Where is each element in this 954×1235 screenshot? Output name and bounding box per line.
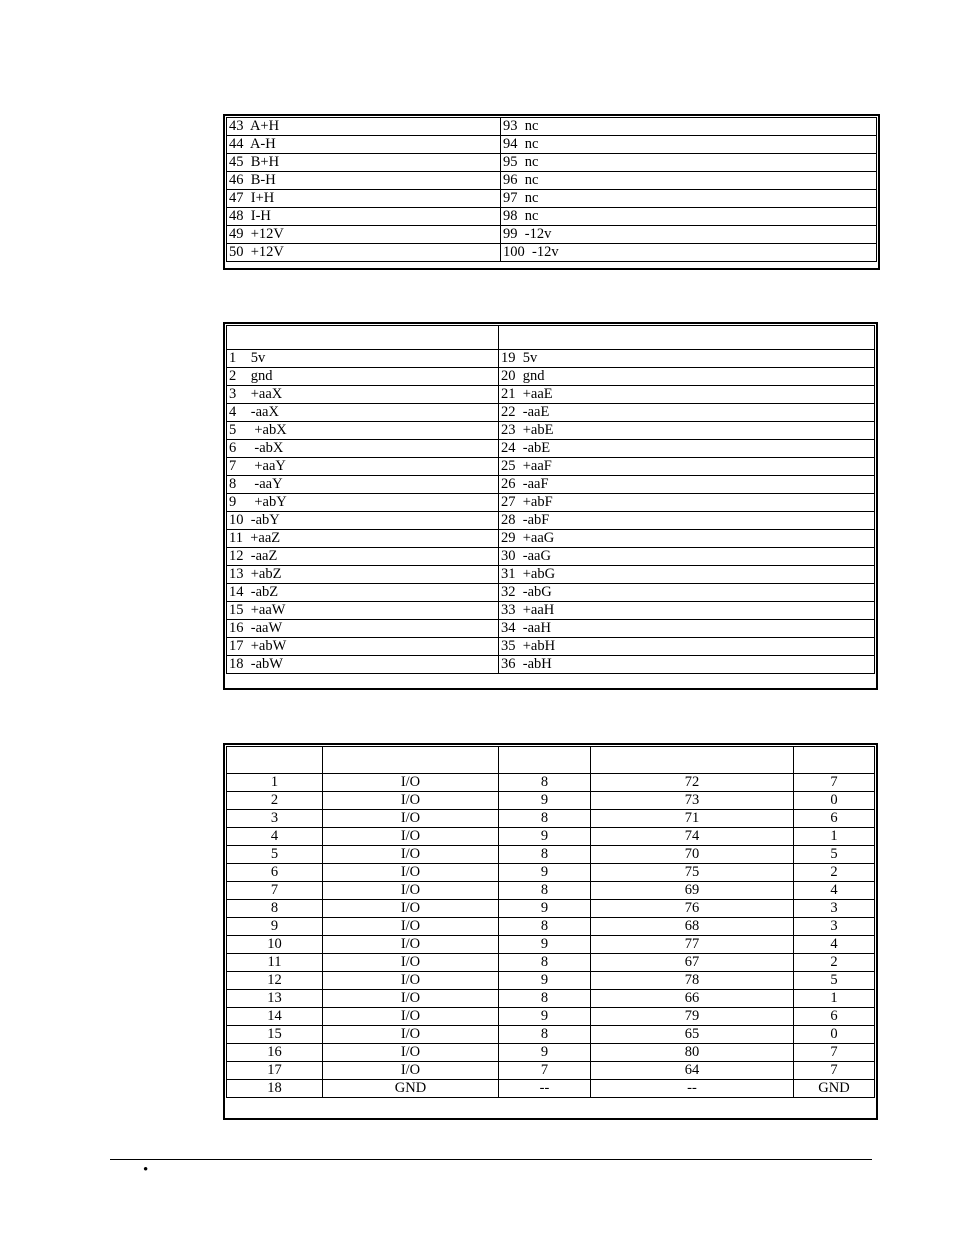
table-cell: 8: [499, 918, 591, 936]
table-cell: 1 5v: [227, 350, 499, 368]
table-cell: 4: [794, 882, 875, 900]
table-cell: 10: [227, 936, 323, 954]
table-row: [227, 990, 875, 1008]
table-cell: 65: [591, 1026, 794, 1044]
table-cell: 5: [227, 846, 323, 864]
table-cell: 64: [591, 1062, 794, 1080]
table-cell: 72: [591, 774, 794, 792]
table-row: [227, 954, 875, 972]
table-row: [227, 422, 875, 440]
table-cell: 7: [794, 774, 875, 792]
table-cell: 23 +abE: [499, 422, 875, 440]
table-cell: I/O: [323, 864, 499, 882]
table-cell: 30 -aaG: [499, 548, 875, 566]
table-cell: 0: [794, 792, 875, 810]
table-cell: 22 -aaE: [499, 404, 875, 422]
table-row: [227, 882, 875, 900]
table-cell: 45 B+H: [227, 154, 501, 172]
table-row: [227, 494, 875, 512]
table-cell: 47 I+H: [227, 190, 501, 208]
table-cell: 67: [591, 954, 794, 972]
table-row: [227, 602, 875, 620]
table-row: [227, 368, 875, 386]
table-cell: 18: [227, 1080, 323, 1098]
pinout-table-continued: [223, 114, 880, 270]
table-cell: 74: [591, 828, 794, 846]
table-row: [227, 936, 875, 954]
table-cell: 12: [227, 972, 323, 990]
table-cell: 8: [499, 954, 591, 972]
table-cell: 8: [499, 1026, 591, 1044]
table-cell: 7: [794, 1062, 875, 1080]
table-cell: 5 +abX: [227, 422, 499, 440]
table-cell: 68: [591, 918, 794, 936]
table-cell: 11: [227, 954, 323, 972]
table-row: [227, 620, 875, 638]
table-cell: 9: [499, 900, 591, 918]
table-cell: 5: [794, 972, 875, 990]
table-cell: 46 B-H: [227, 172, 501, 190]
table-cell: GND: [323, 1080, 499, 1098]
table-cell: 14: [227, 1008, 323, 1026]
table-cell: I/O: [323, 990, 499, 1008]
table-row: [227, 656, 875, 674]
table-cell: 94 nc: [501, 136, 877, 154]
table-row: [227, 136, 877, 154]
table-row: [227, 1044, 875, 1062]
table-cell: 17: [227, 1062, 323, 1080]
table-row: [227, 476, 875, 494]
table-cell: 6: [794, 1008, 875, 1026]
table-cell: I/O: [323, 828, 499, 846]
table-cell: 95 nc: [501, 154, 877, 172]
table-row: [227, 864, 875, 882]
table-row: [227, 810, 875, 828]
table-cell: 12 -aaZ: [227, 548, 499, 566]
table-cell: 7: [794, 1044, 875, 1062]
table-cell: 20 gnd: [499, 368, 875, 386]
table-cell: 77: [591, 936, 794, 954]
table-cell: I/O: [323, 846, 499, 864]
table-cell: 79: [591, 1008, 794, 1026]
table-cell: 3: [227, 810, 323, 828]
table-cell: 8: [499, 774, 591, 792]
table-cell: 9: [499, 864, 591, 882]
table-cell: 5: [794, 846, 875, 864]
table-cell: 1: [227, 774, 323, 792]
table-cell: 8: [499, 846, 591, 864]
table-cell: 9 +abY: [227, 494, 499, 512]
table-cell: I/O: [323, 1008, 499, 1026]
table-cell: 93 nc: [501, 118, 877, 136]
table-row: [227, 846, 875, 864]
table-cell: 14 -abZ: [227, 584, 499, 602]
table-cell: 34 -aaH: [499, 620, 875, 638]
table-cell: I/O: [323, 1062, 499, 1080]
table-cell: 4: [227, 828, 323, 846]
table-cell: I/O: [323, 954, 499, 972]
table-row: [227, 404, 875, 422]
table-row: [227, 900, 875, 918]
footer-bullet: •: [143, 1162, 149, 1178]
table-cell: 2: [794, 954, 875, 972]
table-cell: 97 nc: [501, 190, 877, 208]
pinout-table-1: [226, 117, 877, 262]
table-cell: 24 -abE: [499, 440, 875, 458]
table-cell: 49 +12V: [227, 226, 501, 244]
table-row: [227, 1008, 875, 1026]
table-cell: 25 +aaF: [499, 458, 875, 476]
table-cell: 9: [499, 828, 591, 846]
table-cell: 32 -abG: [499, 584, 875, 602]
table-row: [227, 972, 875, 990]
table-cell: 8: [499, 810, 591, 828]
table-header-cell: [499, 326, 875, 350]
table-row: [227, 1026, 875, 1044]
table-row: [227, 226, 877, 244]
table-cell: --: [591, 1080, 794, 1098]
table-cell: 9: [227, 918, 323, 936]
table-row: [227, 458, 875, 476]
table-cell: 16 -aaW: [227, 620, 499, 638]
table-row: [227, 1062, 875, 1080]
table-cell: 66: [591, 990, 794, 1008]
table-row: [227, 918, 875, 936]
table-header-cell: [499, 747, 591, 774]
table-cell: GND: [794, 1080, 875, 1098]
table-cell: 28 -abF: [499, 512, 875, 530]
table-cell: 8: [227, 900, 323, 918]
table-cell: 9: [499, 936, 591, 954]
table-cell: 2: [227, 792, 323, 810]
table-cell: 2: [794, 864, 875, 882]
table-header-cell: [323, 747, 499, 774]
table-cell: 71: [591, 810, 794, 828]
table-cell: 36 -abH: [499, 656, 875, 674]
table-cell: 10 -abY: [227, 512, 499, 530]
table-cell: 7 +aaY: [227, 458, 499, 476]
table-row: [227, 512, 875, 530]
table-cell: 7: [499, 1062, 591, 1080]
table-cell: 44 A-H: [227, 136, 501, 154]
table-row: [227, 1080, 875, 1098]
table-cell: 3 +aaX: [227, 386, 499, 404]
table-cell: 9: [499, 792, 591, 810]
table-cell: 29 +aaG: [499, 530, 875, 548]
table-cell: 78: [591, 972, 794, 990]
table-cell: 8: [499, 990, 591, 1008]
table-cell: 1: [794, 828, 875, 846]
table-row: [227, 118, 877, 136]
table-row: [227, 440, 875, 458]
table-header-cell: [227, 326, 499, 350]
table-cell: 7: [227, 882, 323, 900]
table-cell: 99 -12v: [501, 226, 877, 244]
table-cell: 8: [499, 882, 591, 900]
table-cell: 33 +aaH: [499, 602, 875, 620]
table-row: [227, 548, 875, 566]
table-cell: 75: [591, 864, 794, 882]
table-cell: 2 gnd: [227, 368, 499, 386]
table-row: [227, 530, 875, 548]
table-row: [227, 566, 875, 584]
table-cell: 27 +abF: [499, 494, 875, 512]
table-cell: 43 A+H: [227, 118, 501, 136]
table-cell: 19 5v: [499, 350, 875, 368]
table-row: [227, 638, 875, 656]
table-cell: 6 -abX: [227, 440, 499, 458]
table-cell: I/O: [323, 1026, 499, 1044]
table-row: [227, 774, 875, 792]
table-cell: 3: [794, 918, 875, 936]
pinout-table-36pin: [223, 322, 878, 690]
table-header-row: [227, 326, 875, 350]
footer-divider: [110, 1159, 872, 1160]
table-cell: 69: [591, 882, 794, 900]
table-cell: 96 nc: [501, 172, 877, 190]
io-mapping-table: [223, 743, 878, 1120]
table-cell: 9: [499, 1044, 591, 1062]
table-cell: 1: [794, 990, 875, 1008]
table-row: [227, 172, 877, 190]
table-row: [227, 244, 877, 262]
table-row: [227, 350, 875, 368]
table-row: [227, 828, 875, 846]
table-cell: 31 +abG: [499, 566, 875, 584]
table-row: [227, 584, 875, 602]
table-header-row: [227, 747, 875, 774]
table-cell: 26 -aaF: [499, 476, 875, 494]
table-cell: 76: [591, 900, 794, 918]
pinout-table-3: [226, 746, 875, 1098]
pinout-table-2: [226, 325, 875, 674]
table-row: [227, 792, 875, 810]
table-cell: I/O: [323, 972, 499, 990]
table-cell: 11 +aaZ: [227, 530, 499, 548]
table-cell: 3: [794, 900, 875, 918]
table-cell: I/O: [323, 882, 499, 900]
table-cell: I/O: [323, 1044, 499, 1062]
table-cell: 6: [794, 810, 875, 828]
table-cell: 70: [591, 846, 794, 864]
table-cell: I/O: [323, 936, 499, 954]
table-cell: 15: [227, 1026, 323, 1044]
table-cell: 35 +abH: [499, 638, 875, 656]
table-cell: 73: [591, 792, 794, 810]
table-header-cell: [591, 747, 794, 774]
table-cell: --: [499, 1080, 591, 1098]
table-cell: 13 +abZ: [227, 566, 499, 584]
table-cell: 4: [794, 936, 875, 954]
table-row: [227, 386, 875, 404]
table-cell: 48 I-H: [227, 208, 501, 226]
table-cell: 9: [499, 1008, 591, 1026]
table-cell: 50 +12V: [227, 244, 501, 262]
table-cell: 80: [591, 1044, 794, 1062]
table-row: [227, 208, 877, 226]
table-cell: 17 +abW: [227, 638, 499, 656]
table-row: [227, 190, 877, 208]
table-cell: 13: [227, 990, 323, 1008]
table-cell: 100 -12v: [501, 244, 877, 262]
table-cell: 98 nc: [501, 208, 877, 226]
table-cell: 16: [227, 1044, 323, 1062]
table-cell: I/O: [323, 792, 499, 810]
table-cell: 4 -aaX: [227, 404, 499, 422]
table-cell: I/O: [323, 810, 499, 828]
table-row: [227, 154, 877, 172]
table-cell: 9: [499, 972, 591, 990]
table-cell: 0: [794, 1026, 875, 1044]
table-cell: 18 -abW: [227, 656, 499, 674]
table-header-cell: [794, 747, 875, 774]
table-cell: 21 +aaE: [499, 386, 875, 404]
table-cell: I/O: [323, 900, 499, 918]
table-cell: I/O: [323, 774, 499, 792]
table-cell: I/O: [323, 918, 499, 936]
table-cell: 6: [227, 864, 323, 882]
table-cell: 8 -aaY: [227, 476, 499, 494]
table-cell: 15 +aaW: [227, 602, 499, 620]
table-header-cell: [227, 747, 323, 774]
